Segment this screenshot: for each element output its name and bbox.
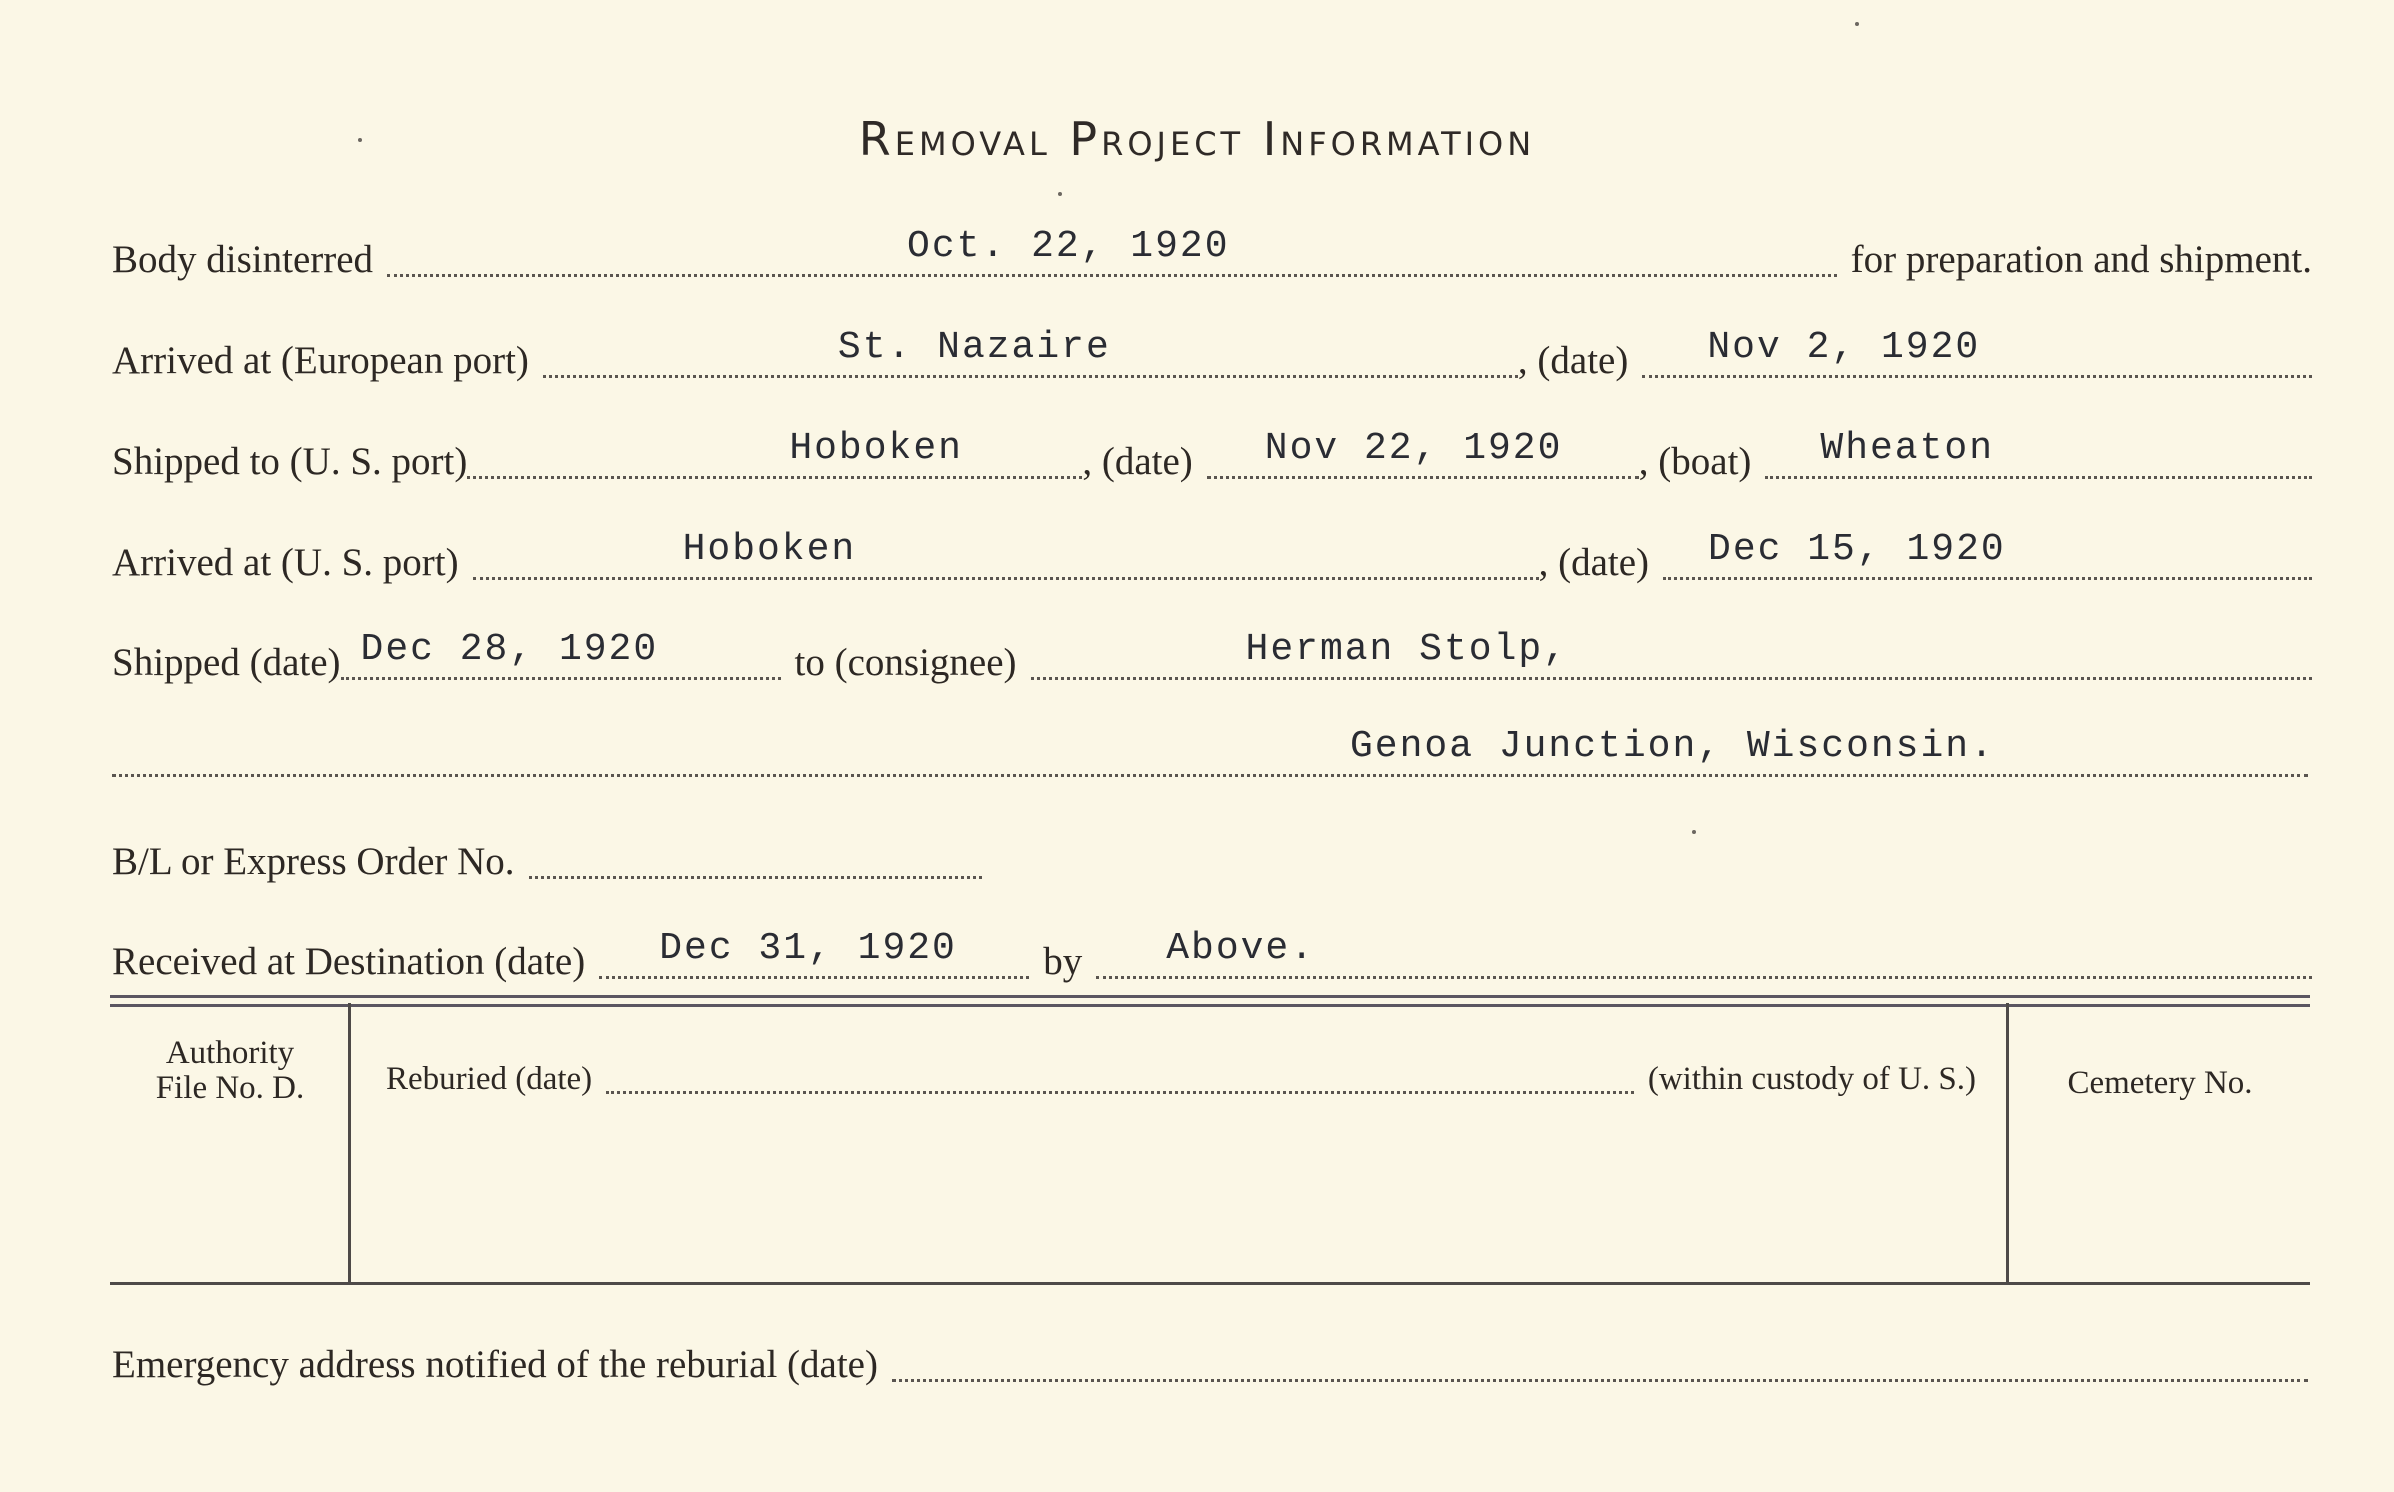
arrived-us-port-value: Hoboken <box>682 528 857 571</box>
arrived-european-label: Arrived at (European port) <box>112 339 529 382</box>
row-arrived-european <box>112 326 2312 386</box>
shipped-date: Dec 28, 1920 <box>360 628 659 671</box>
row-shipped-us <box>112 427 2312 487</box>
received-date-field[interactable] <box>599 916 1029 979</box>
boat-label: , (boat) <box>1638 440 1752 483</box>
row-bl <box>112 827 982 887</box>
arrived-us-port-field[interactable] <box>473 517 1539 580</box>
european-port-field[interactable] <box>543 315 1518 378</box>
arrived-us-date-field[interactable] <box>1663 517 2312 580</box>
by-value: Above. <box>1166 927 1316 970</box>
us-port-value: Hoboken <box>789 427 963 470</box>
disinterred-date: Oct. 22, 1920 <box>907 225 1230 268</box>
authority-label <box>112 1036 348 1105</box>
row-arrived-us <box>112 528 2312 588</box>
box-bottom-rule <box>110 1282 2310 1285</box>
arrived-european-date-label: , (date) <box>1517 339 1629 382</box>
reburied-label: Reburied (date) <box>386 1061 593 1097</box>
address-field[interactable] <box>112 714 2308 777</box>
authority-line2: File No. D. <box>155 1069 305 1106</box>
arrived-us-date: Dec 15, 1920 <box>1708 528 2006 571</box>
row-disinterred <box>112 225 2312 285</box>
disinterred-label: Body disinterred <box>112 238 374 281</box>
shipped-us-date: Nov 22, 1920 <box>1264 427 1563 470</box>
shipped-us-label: Shipped to (U. S. port) <box>112 440 468 483</box>
reburied-date-field[interactable] <box>606 1039 1634 1094</box>
paper-speck <box>358 138 362 142</box>
row-received <box>112 927 2312 987</box>
shipped-label: Shipped (date) <box>112 641 341 684</box>
authority-line1: Authority <box>165 1035 295 1071</box>
received-label: Received at Destination (date) <box>112 940 586 983</box>
reburied-row <box>386 1050 1976 1102</box>
boat-value: Wheaton <box>1820 427 1995 470</box>
shipped-date-field[interactable] <box>341 617 781 680</box>
card-title: Removal Project Information <box>858 112 1536 166</box>
by-label: by <box>1043 940 1083 983</box>
boat-field[interactable] <box>1765 416 2312 479</box>
cemetery-label: Cemetery No. <box>2067 1065 2253 1101</box>
arrived-european-date: Nov 2, 1920 <box>1707 326 1981 369</box>
received-date: Dec 31, 1920 <box>659 927 957 970</box>
arrived-us-label: Arrived at (U. S. port) <box>112 541 459 584</box>
arrived-us-date-label: , (date) <box>1538 541 1650 584</box>
paper-speck <box>1058 192 1062 196</box>
box-top-rule <box>110 995 2310 1007</box>
box-divider-right <box>2006 1003 2009 1283</box>
emergency-date-field[interactable] <box>892 1319 2308 1382</box>
arrived-european-date-field[interactable] <box>1642 315 2312 378</box>
consignee-value: Herman Stolp, <box>1245 628 1568 671</box>
consignee-field[interactable] <box>1031 617 2312 680</box>
emergency-label: Emergency address notified of the reburial (date) <box>112 1343 878 1386</box>
bl-label: B/L or Express Order No. <box>112 840 515 883</box>
disinterred-suffix: for preparation and shipment. <box>1850 238 2312 281</box>
disinterred-field[interactable] <box>387 214 1837 277</box>
paper-speck <box>1855 22 1859 26</box>
paper-speck <box>1692 830 1696 834</box>
european-port-value: St. Nazaire <box>837 326 1111 369</box>
bl-field[interactable] <box>529 816 982 879</box>
shipped-us-date-label: , (date) <box>1082 440 1193 483</box>
us-port-field[interactable] <box>467 416 1082 479</box>
row-shipped <box>112 628 2312 688</box>
row-address <box>112 725 2308 785</box>
row-emergency <box>112 1330 2308 1390</box>
consignee-label: to (consignee) <box>794 641 1017 684</box>
address-value: Genoa Junction, Wisconsin. <box>1350 725 1995 768</box>
by-field[interactable] <box>1096 916 2312 979</box>
custody-label: (within custody of U. S.) <box>1647 1061 1976 1097</box>
box-divider-left <box>348 1003 351 1283</box>
shipped-us-date-field[interactable] <box>1207 416 1639 479</box>
